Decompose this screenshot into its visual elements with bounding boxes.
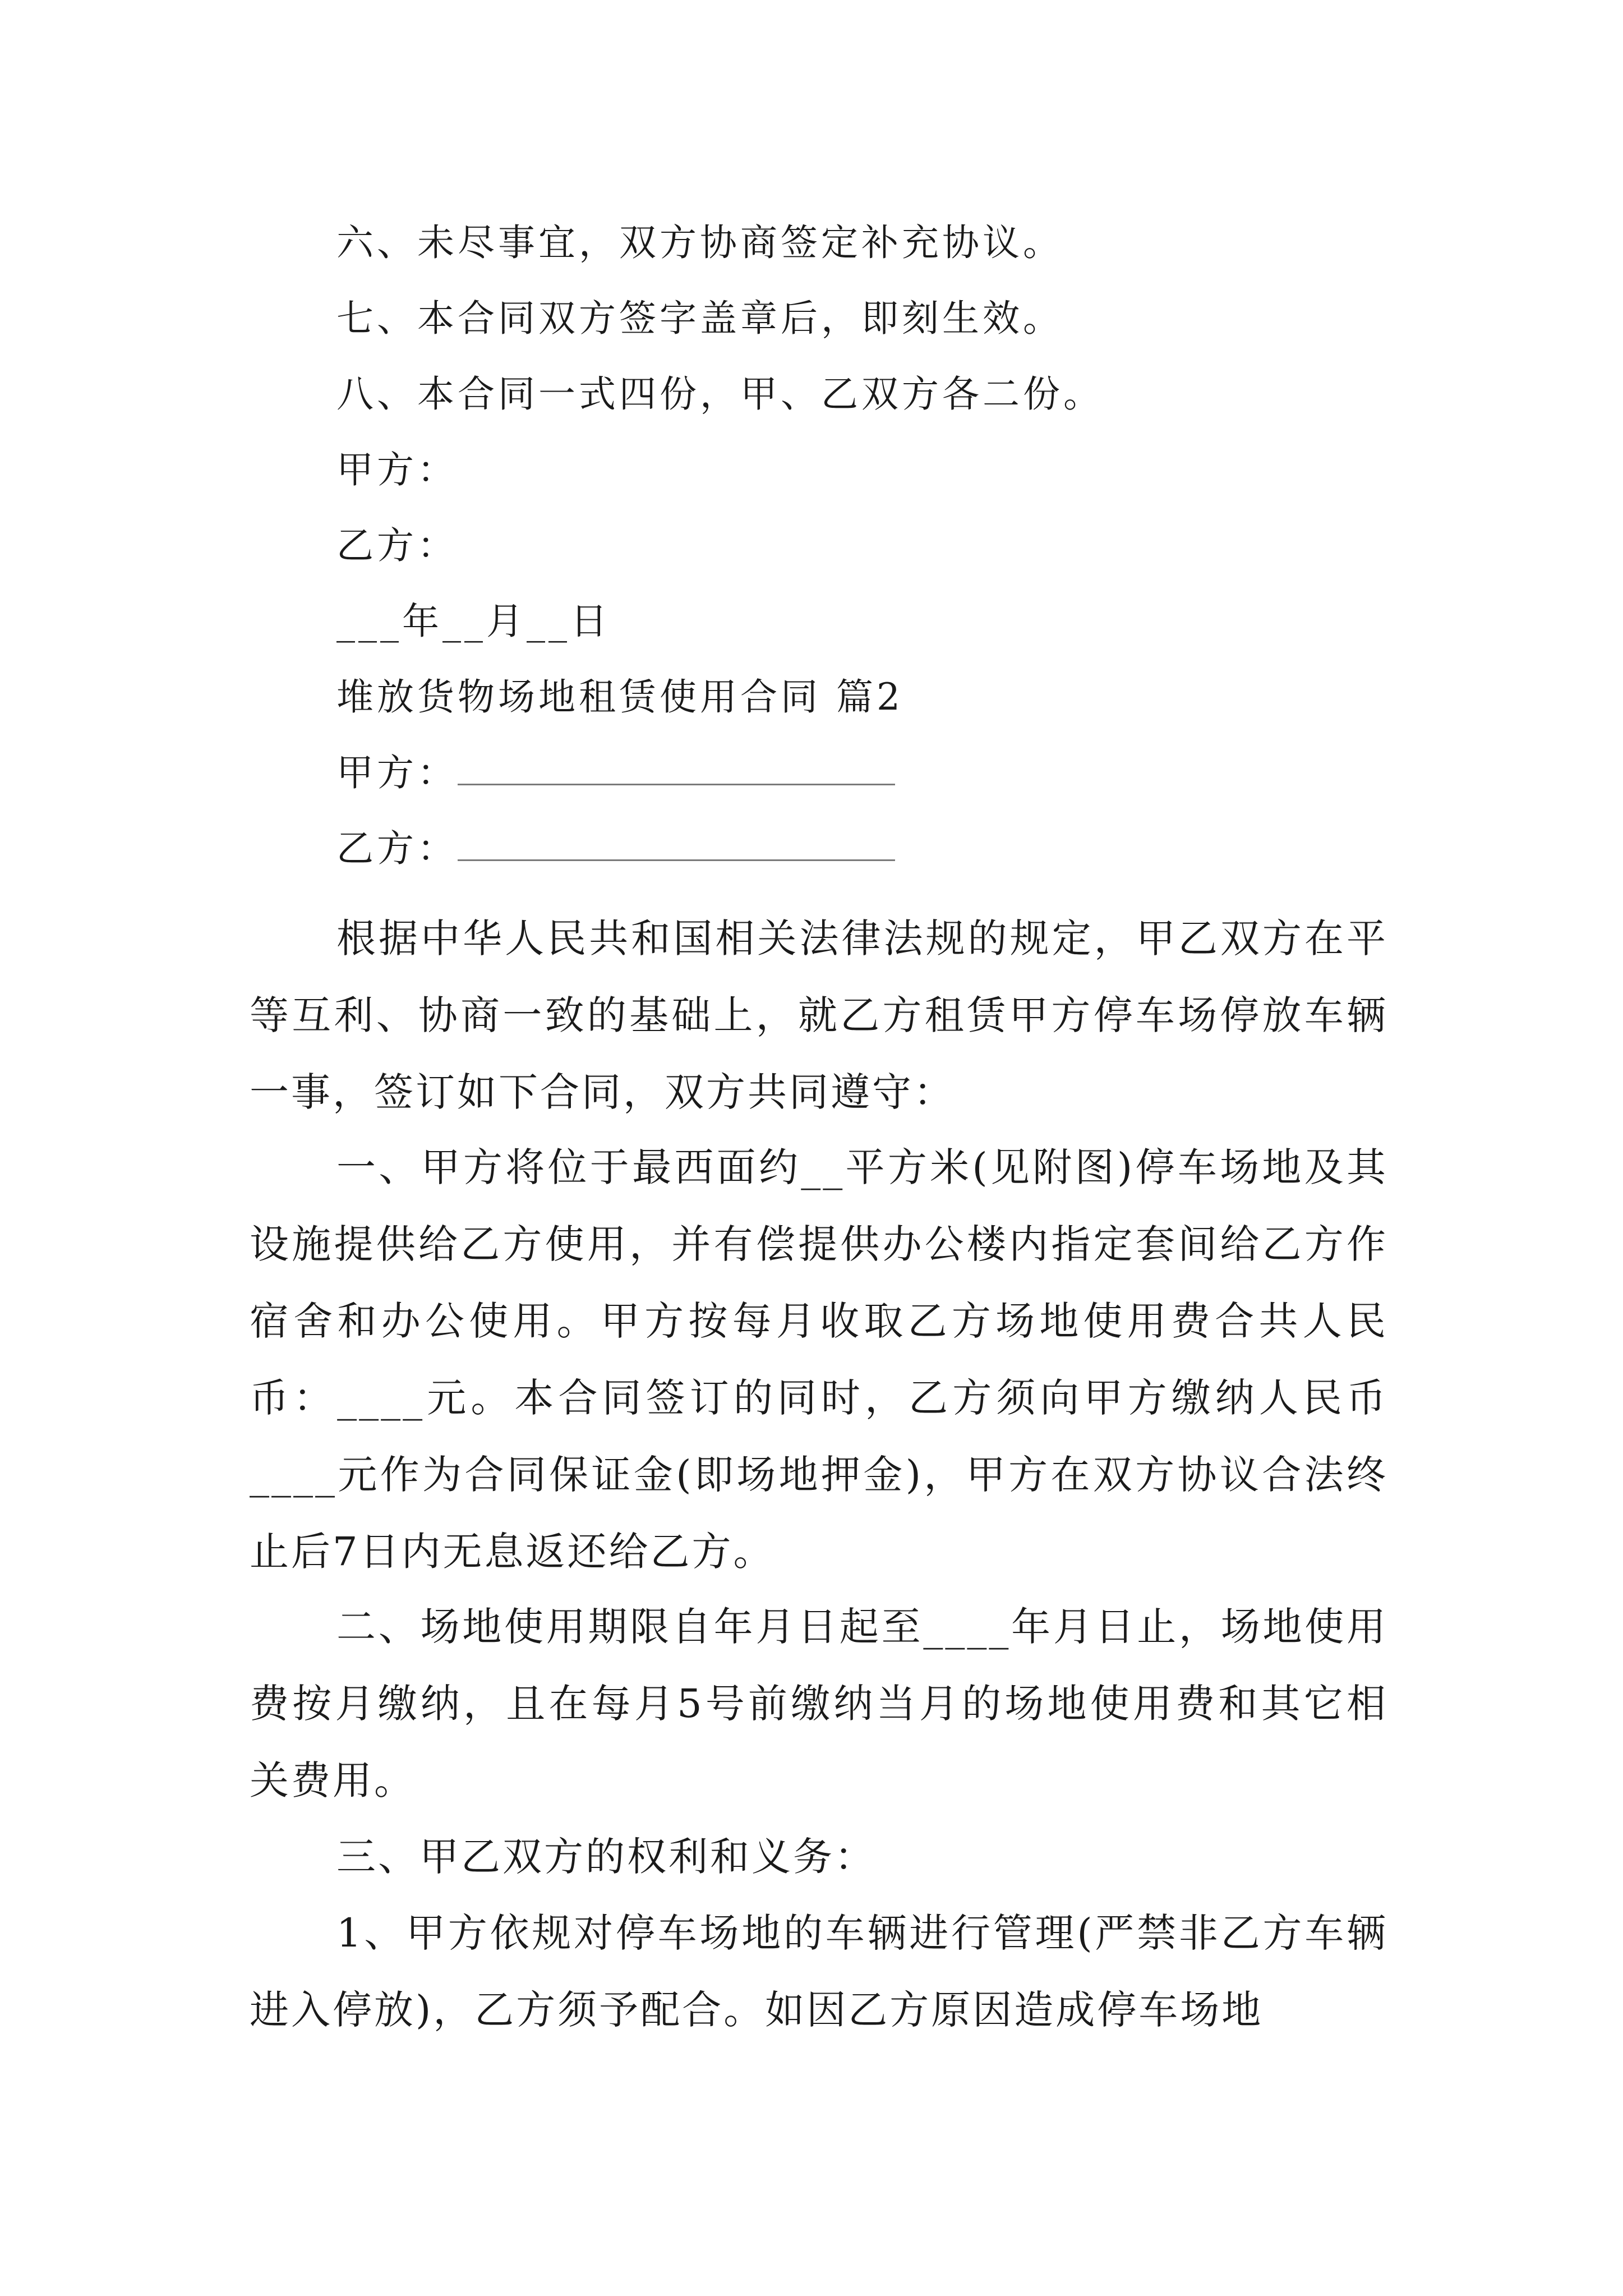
party-a-label: 甲方： <box>336 751 458 794</box>
article-2: 二、场地使用期限自年月日起至____年月日止，场地使用费按月缴纳，且在每月5号前缴纳当月的场地使用费和其它相关费用。 <box>250 1604 1388 1803</box>
contract-2-title: 堆放货物场地租赁使用合同 篇2 <box>336 675 903 719</box>
signature-date: ___年__月__日 <box>336 600 611 643</box>
party-b-line <box>336 822 895 876</box>
signature-party-b: 乙方： <box>336 524 458 567</box>
clause-6: 六、未尽事宜，双方协商签定补充协议。 <box>336 221 1063 264</box>
party-a-blank <box>458 749 895 785</box>
clause-7: 七、本合同双方签字盖章后，即刻生效。 <box>336 297 1063 340</box>
clause-8: 八、本合同一式四份，甲、乙双方各二份。 <box>336 372 1104 416</box>
signature-party-a: 甲方： <box>336 448 458 491</box>
article-3: 三、甲乙双方的权利和义务： <box>336 1834 876 1880</box>
intro-paragraph: 根据中华人民共和国相关法律法规的规定，甲乙双方在平等互利、协商一致的基础上，就乙方租赁甲方停车场停放车辆一事，签订如下合同，双方共同遵守： <box>250 915 1388 1115</box>
article-1: 一、甲方将位于最西面约__平方米(见附图)停车场地及其设施提供给乙方使用，并有偿提供办公楼内指定套间给乙方作宿舍和办公使用。甲方按每月收取乙方场地使用费合共人民币：____元。本合同签订的同时，乙方须向甲方缴纳人民币____元作为合同保证金(即场地押金)，甲方在双方协议合法终止后7日内无息返还给乙方。 <box>250 1144 1388 1575</box>
party-a-line <box>336 746 895 800</box>
article-3-item-1: 1、甲方依规对停车场地的车辆进行管理(严禁非乙方车辆进入停放)，乙方须予配合。如因乙方原因造成停车场地 <box>250 1910 1388 2033</box>
party-b-label: 乙方： <box>336 827 458 870</box>
party-b-blank <box>458 825 895 861</box>
